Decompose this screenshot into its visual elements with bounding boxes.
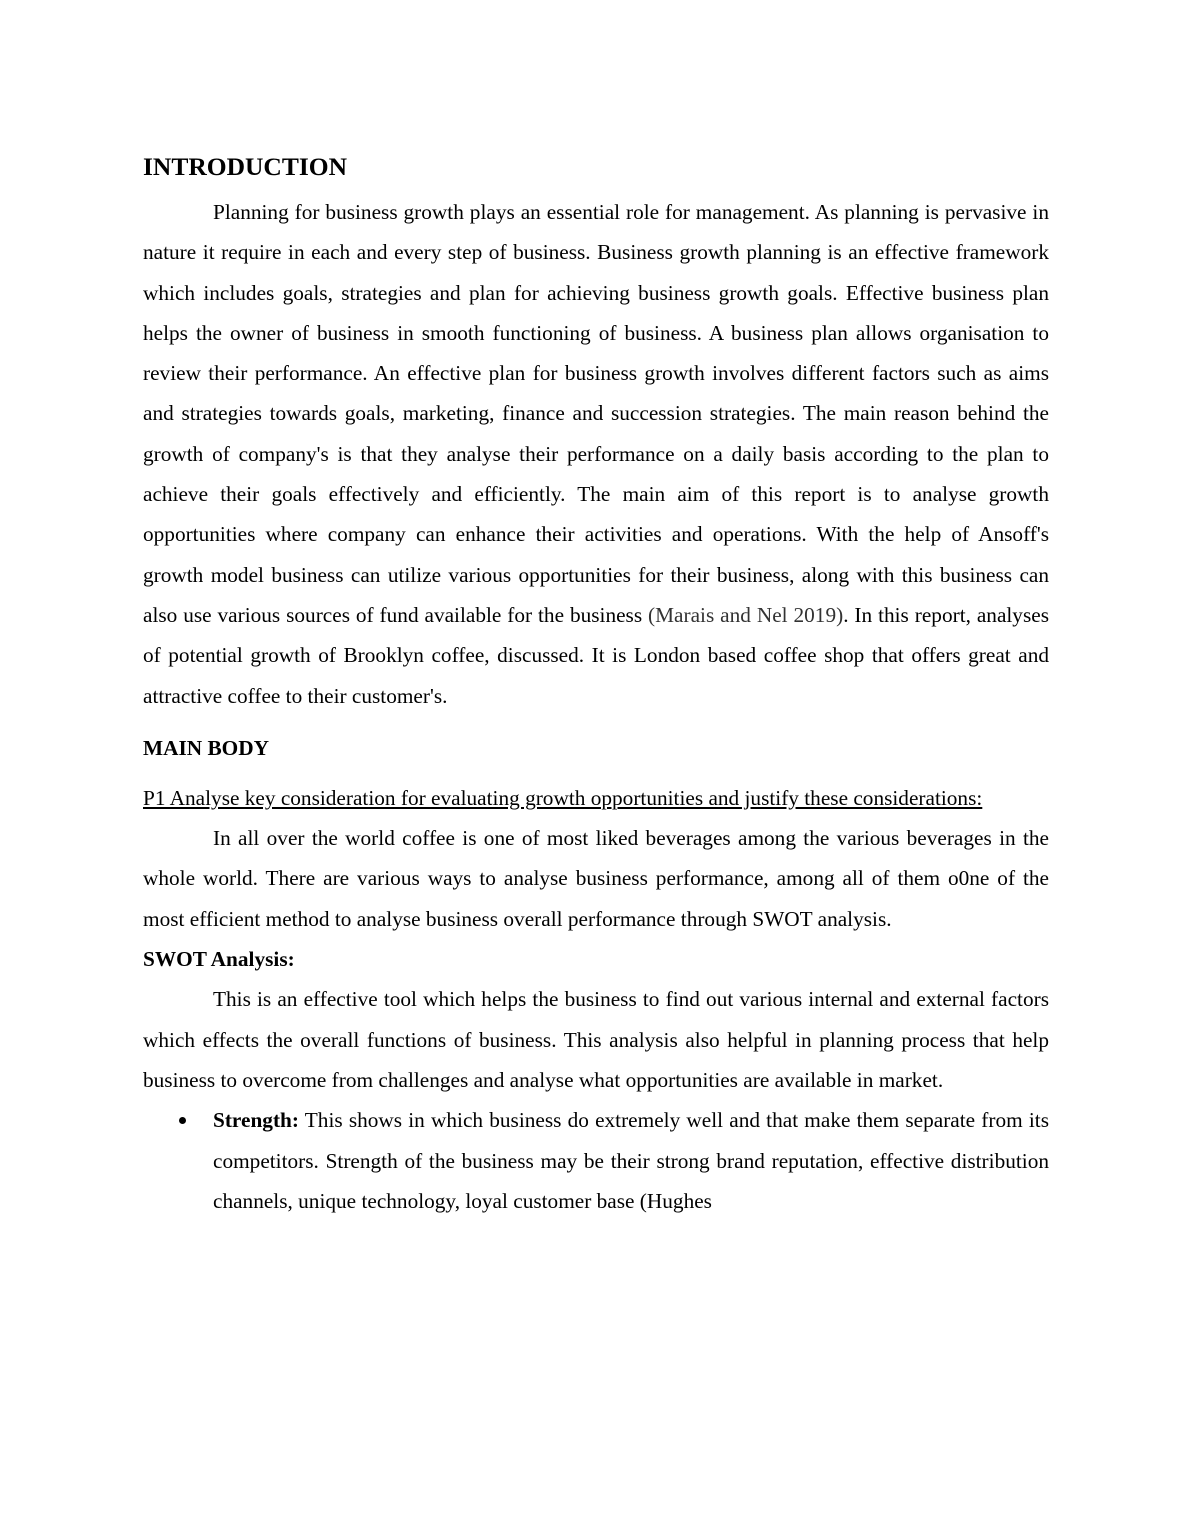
bullet-text: This shows in which business do extremely well and that make them separate from its competitors. Strength of the business may be their strong brand reputation, effective distribution channels, unique technology, loyal customer base (Hughes — [213, 1108, 1049, 1213]
introduction-text-b: . In this report, analyses of potential growth of Brooklyn coffee, discussed. It is London based coffee shop that offers great and attractive coffee to their customer's. — [143, 602, 1049, 708]
swot-paragraph: This is an effective tool which helps the business to find out various internal and external factors which effects the overall functions of business. This analysis also helpful in planning process that help business to overcome from challenges and analyse what opportunities are available in market. — [143, 987, 1049, 1092]
introduction-heading: INTRODUCTION — [143, 152, 348, 181]
list-item — [143, 1100, 1049, 1221]
main-body-heading: MAIN BODY — [143, 735, 270, 760]
introduction-paragraph — [143, 192, 1049, 716]
p1-paragraph: In all over the world coffee is one of most liked beverages among the various beverages in the whole world. There are various ways to analyse business performance, among all of them o0ne of the most efficient method to analyse business overall performance through SWOT analysis. — [143, 826, 1049, 931]
p1-subheading: P1 Analyse key consideration for evaluating growth opportunities and justify these considerations: — [143, 785, 983, 810]
swot-list — [143, 1100, 1049, 1221]
swot-heading: SWOT Analysis: — [143, 947, 295, 972]
document-page — [143, 150, 1049, 1221]
citation: (Marais and Nel 2019) — [648, 602, 844, 627]
bullet-label: Strength: — [213, 1108, 299, 1133]
introduction-text-a: Planning for business growth plays an essential role for management. As planning is pervasive in nature it require in each and every step of business. Business growth planning is an effective framework which includes goals, strategies and plan for achieving business growth goals. Effective business plan helps the owner of business in smooth functioning of business. A business plan allows organisation to review their performance. An effective plan for business growth involves different factors such as aims and strategies towards goals, marketing, finance and succession strategies. The main reason behind the growth of company's is that they analyse their performance on a daily basis according to the plan to achieve their goals effectively and efficiently. The main aim of this report is to analyse growth opportunities where company can enhance their activities and operations. With the help of Ansoff's growth model business can utilize various opportunities for their business, along with this business can also use various sources of fund available for the business — [143, 200, 1049, 627]
bullet-icon — [179, 1117, 186, 1124]
